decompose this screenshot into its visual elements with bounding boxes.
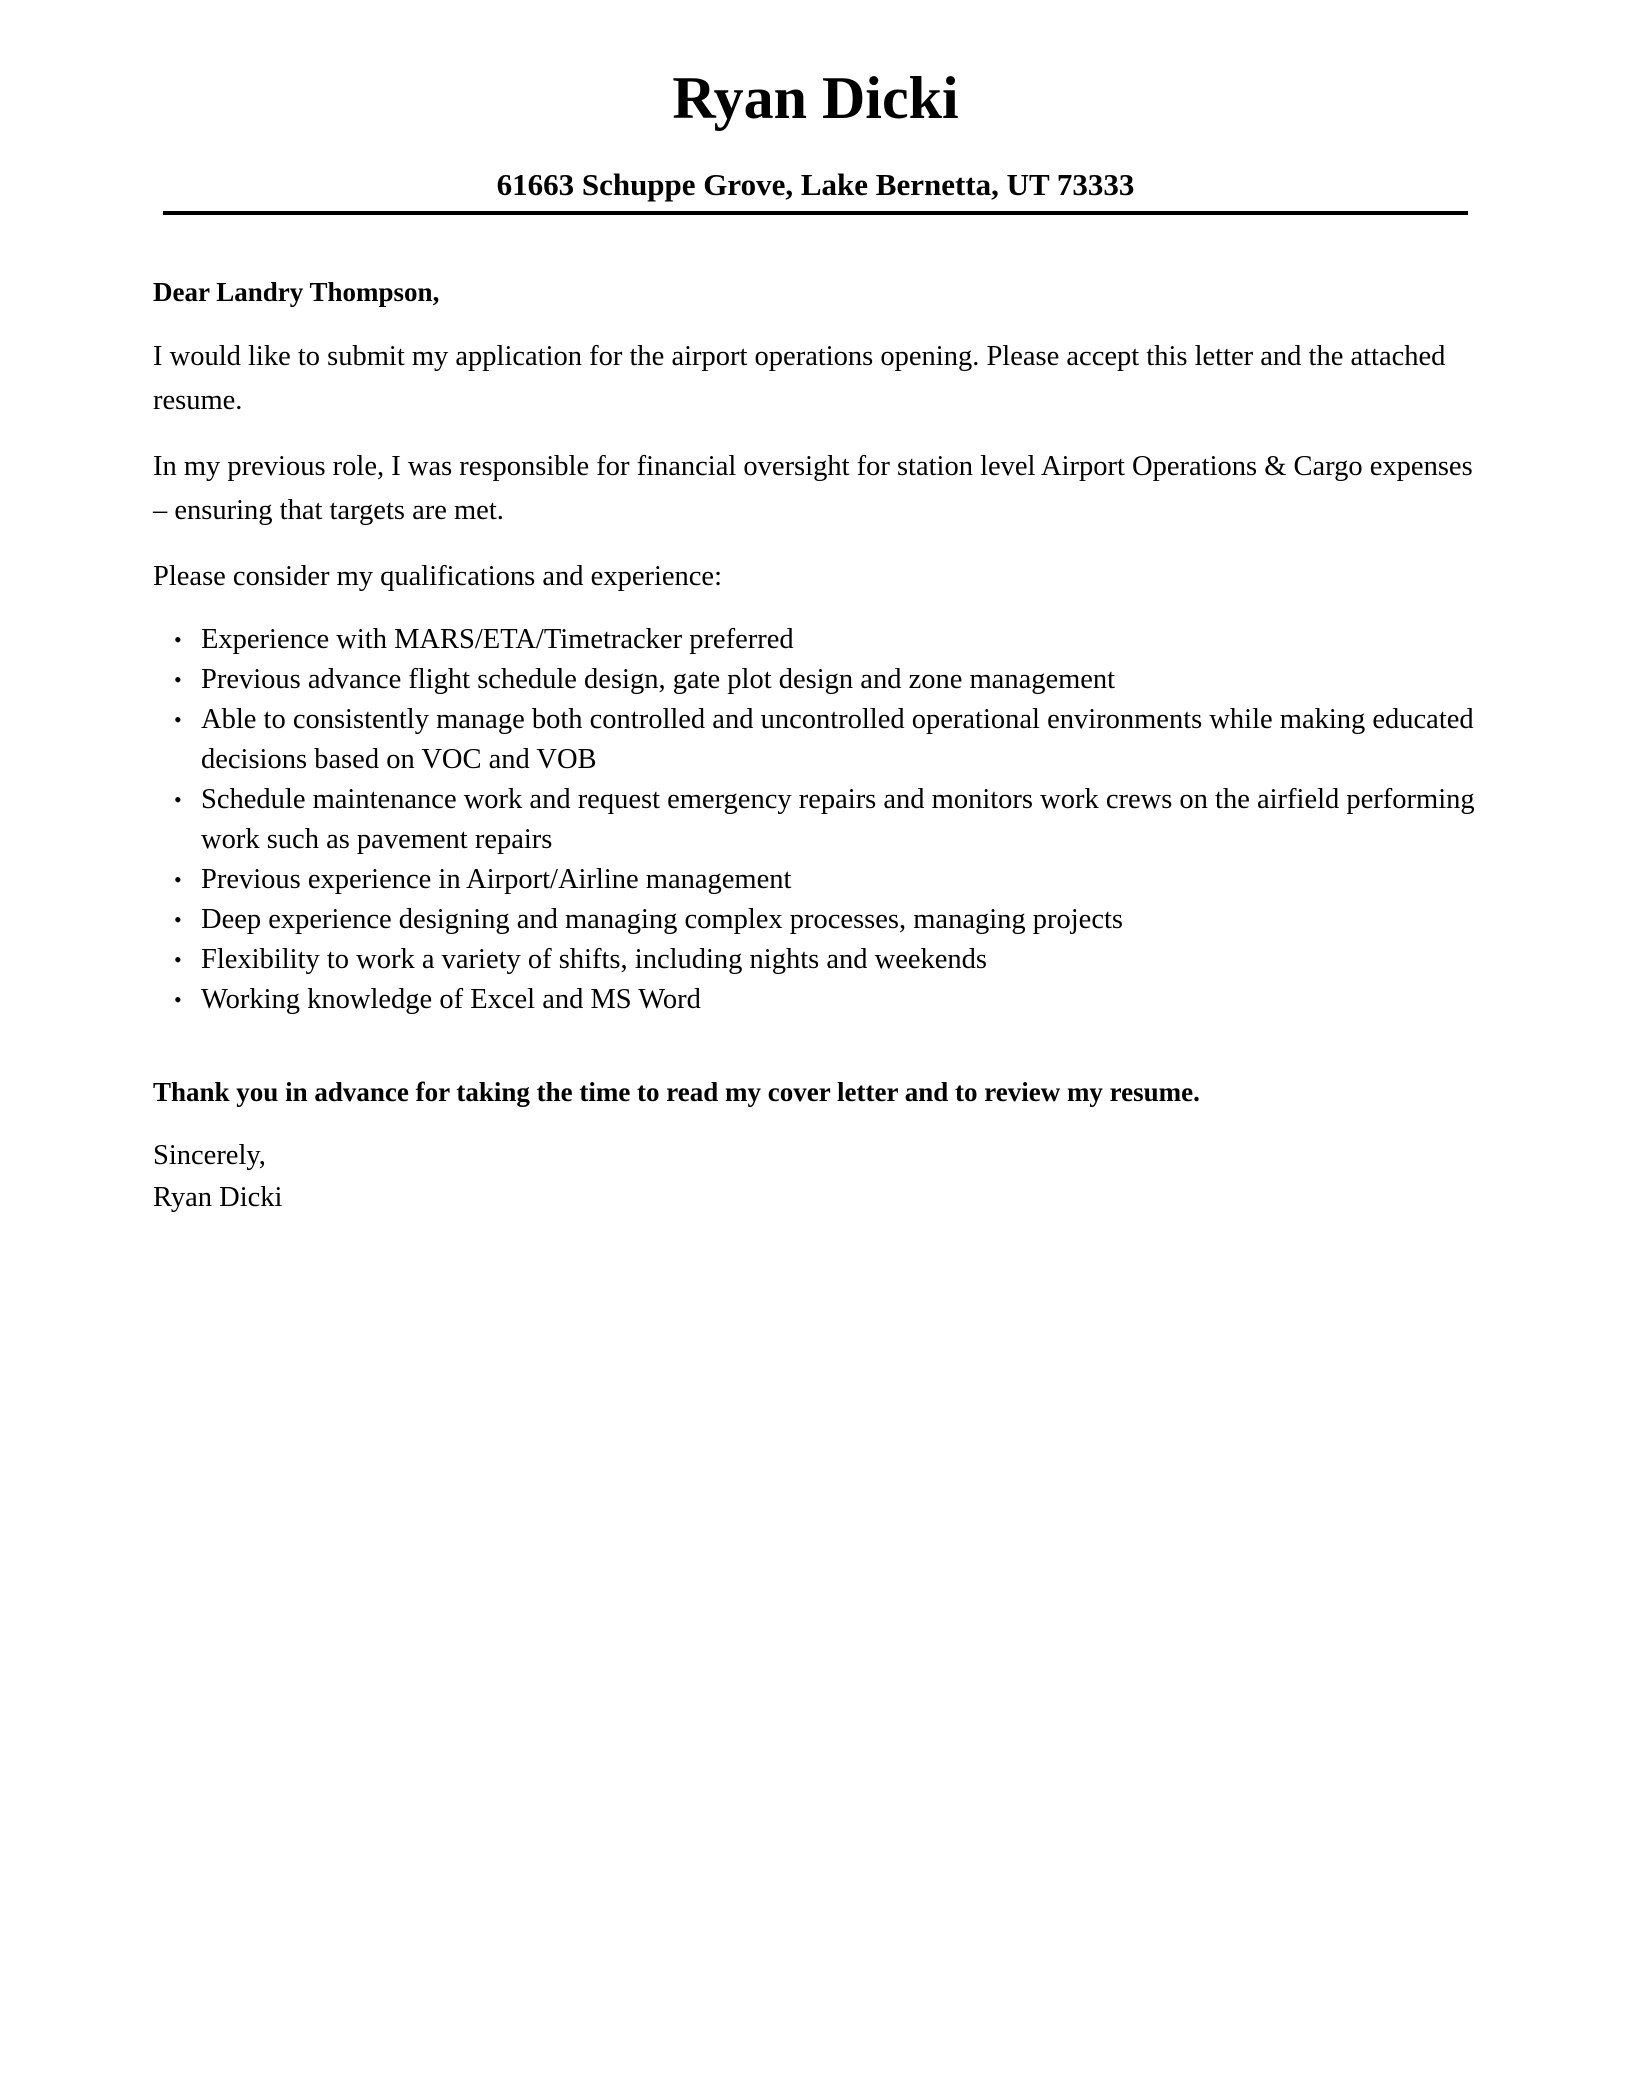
list-item <box>174 900 1521 940</box>
bullet-icon: • <box>174 707 182 732</box>
list-item-text: Previous advance flight schedule design, gate plot design and zone management <box>201 664 1116 695</box>
list-item <box>174 860 1521 900</box>
header-divider <box>163 211 1468 215</box>
signoff: Sincerely, <box>153 1140 266 1171</box>
list-item-text: Previous experience in Airport/Airline management <box>201 864 792 895</box>
bullet-icon: • <box>174 907 182 932</box>
list-item <box>174 660 1521 700</box>
list-item-text: Working knowledge of Excel and MS Word <box>201 984 701 1015</box>
list-item <box>174 940 1521 980</box>
bullet-icon: • <box>174 947 182 972</box>
signature: Ryan Dicki <box>153 1182 283 1213</box>
qualifications-list <box>153 620 1521 1020</box>
list-item <box>174 700 1521 780</box>
list-item-text: Deep experience designing and managing complex processes, managing projects <box>201 904 1123 935</box>
list-item-text: Flexibility to work a variety of shifts, including nights and weekends <box>201 944 988 975</box>
list-item-text: Experience with MARS/ETA/Timetracker preferred <box>201 624 794 655</box>
intro-paragraph: I would like to submit my application for the airport operations opening. Please accept this letter and the attached resume. <box>153 341 1446 416</box>
list-item <box>174 980 1521 1020</box>
closing-statement: Thank you in advance for taking the time to read my cover letter and to review my resume. <box>153 1077 1200 1107</box>
qualifications-intro: Please consider my qualifications and experience: <box>153 561 722 592</box>
bullet-icon: • <box>174 987 182 1012</box>
list-item-text: Schedule maintenance work and request emergency repairs and monitors work crews on the airfield performing work such as pavement repairs <box>201 784 1475 855</box>
list-item <box>174 620 1521 660</box>
signoff-block <box>153 1135 282 1219</box>
bullet-icon: • <box>174 787 182 812</box>
applicant-address: 61663 Schuppe Grove, Lake Bernetta, UT 73333 <box>496 167 1135 202</box>
experience-paragraph: In my previous role, I was responsible for financial oversight for station level Airport Operations & Cargo expenses – ensuring that targets are met. <box>153 451 1473 526</box>
list-item-text: Able to consistently manage both controlled and uncontrolled operational environments while making educated decisions based on VOC and VOB <box>201 704 1474 775</box>
salutation: Dear Landry Thompson, <box>153 277 440 307</box>
applicant-name: Ryan Dicki <box>672 65 959 131</box>
bullet-icon: • <box>174 667 182 692</box>
list-item <box>174 780 1521 860</box>
bullet-icon: • <box>174 867 182 892</box>
bullet-icon: • <box>174 627 182 652</box>
